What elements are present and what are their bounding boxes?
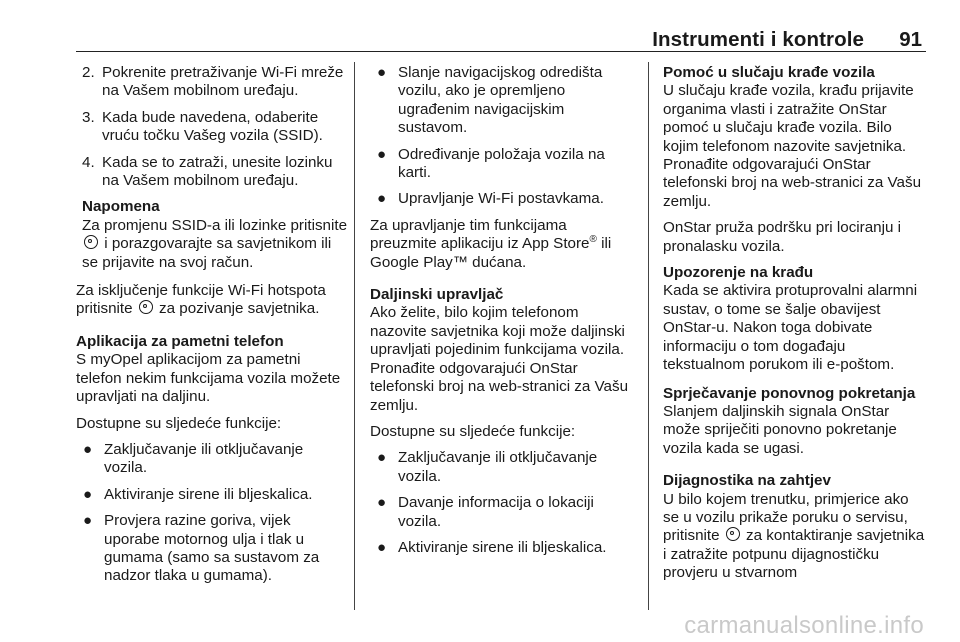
features-intro: Dostupne su sljedeće funkcije: bbox=[76, 414, 282, 432]
list-item: ● Upravljanje Wi-Fi postavkama. bbox=[377, 190, 604, 208]
list-item: ● Aktiviranje sirene ili bljeskalica. bbox=[377, 538, 607, 556]
note-block bbox=[76, 198, 348, 272]
column-divider-1 bbox=[354, 62, 355, 610]
hotspot-off-text: Za isključenje funkcije Wi-Fi hotspota pritisnite za pozivanje savjetnika. bbox=[76, 282, 326, 318]
column-2 bbox=[370, 64, 632, 565]
remote-features-list bbox=[370, 449, 632, 557]
list-item: ● Aktiviranje sirene ili bljeskalica. bbox=[83, 485, 313, 503]
diag-heading: Dijagnostika na zahtjev bbox=[663, 472, 831, 490]
restart-text: Slanjem daljinskih signala OnStar može spriječiti ponovno pokretanje vozila kada se ugasi. bbox=[663, 402, 897, 457]
list-item: ● Davanje informacija o lokaciji vozila. bbox=[377, 494, 594, 530]
note-text: Za promjenu SSID-a ili lozinke pritisnite i porazgovarajte sa savjetnikom ili se prijavite na svoj račun. bbox=[82, 216, 348, 271]
list-item: 3. Kada bude navedena, odaberite vruću točku Vašeg vozila (SSID). bbox=[82, 108, 323, 145]
onstar-button-icon bbox=[84, 235, 98, 249]
wifi-steps-list bbox=[76, 64, 348, 190]
app-features-list bbox=[76, 441, 348, 586]
theft-text: U slučaju krađe vozila, krađu prijavite organima vlasti i zatražite OnStar pomoć u slučaju krađe vozila. Bilo kojim telefonom nazovite savjetnika. Pronađite odgovarajući OnStar telefonski broj na web-stranici za Vašu zemlju. bbox=[663, 82, 922, 210]
app-text: S myOpel aplikacijom za pametni telefon nekim funkcijama vozila možete upravljati na daljinu. bbox=[76, 351, 341, 406]
locate-text: OnStar pruža podršku pri lociranju i pronalasku vozila. bbox=[663, 219, 902, 255]
remote-heading: Daljinski upravljač bbox=[370, 286, 504, 304]
remote-text: Ako želite, bilo kojim telefonom nazovite savjetnika koji može daljinski upravljati pojedinim funkcijama vozila. Pronađite odgovarajući OnStar telefonski broj na web-stranici za Vašu zemlju. bbox=[370, 304, 629, 414]
warning-block bbox=[663, 264, 928, 374]
app-heading: Aplikacija za pametni telefon bbox=[76, 332, 284, 350]
features-intro: Dostupne su sljedeće funkcije: bbox=[370, 422, 576, 440]
manage-text: Za upravljanje tim funkcijama preuzmite aplikaciju iz App Store® ili Google Play™ dućana. bbox=[370, 216, 612, 271]
list-item: ● Zaključavanje ili otključavanje vozila. bbox=[83, 440, 304, 477]
list-item: ● Provjera razine goriva, vijek uporabe motornog ulja i tlak u gumama (samo sa sustavom za nadzor tlaka u gumama). bbox=[83, 512, 320, 585]
page-title: Instrumenti i kontrole bbox=[652, 28, 864, 51]
diag-text: U bilo kojem trenutku, primjerice ako se u vozilu prikaže poruku o servisu, pritisnite za kontaktiranje savjetnika i zatražite potpunu dijagnostičku provjeru u stvarnom bbox=[663, 490, 925, 582]
list-item: 2. Pokrenite pretraživanje Wi-Fi mreže na Vašem mobilnom uređaju. bbox=[82, 64, 344, 100]
theft-heading: Pomoć u slučaju krađe vozila bbox=[663, 64, 875, 81]
warning-text: Kada se aktivira protuprovalni alarmni sustav, o tome se šalje obavijest OnStar-u. Nakon toga dobivate informaciju o tom događaju tekstualnom porukom ili e-poštom. bbox=[663, 282, 918, 374]
page-header bbox=[76, 28, 926, 52]
list-item: 4. Kada se to zatraži, unesite lozinku na Vašem mobilnom uređaju. bbox=[82, 153, 333, 190]
column-1 bbox=[76, 64, 348, 594]
column-divider-2 bbox=[648, 62, 649, 610]
list-item: ● Slanje navigacijskog odredišta vozilu, ako je opremljeno ugrađenim navigacijskim sustavom. bbox=[377, 64, 603, 137]
column-3 bbox=[663, 64, 928, 591]
app-features-list-cont bbox=[370, 64, 632, 209]
page-number: 91 bbox=[899, 28, 922, 51]
onstar-button-icon bbox=[139, 300, 153, 314]
onstar-button-icon bbox=[726, 527, 740, 541]
list-item: ● Određivanje položaja vozila na karti. bbox=[377, 145, 605, 182]
restart-block bbox=[663, 385, 928, 459]
watermark: carmanualsonline.info bbox=[684, 612, 924, 639]
restart-heading: Sprječavanje ponovnog pokretanja bbox=[663, 384, 916, 402]
list-item: ● Zaključavanje ili otključavanje vozila. bbox=[377, 449, 598, 485]
note-heading: Napomena bbox=[82, 198, 160, 216]
warning-heading: Upozorenje na krađu bbox=[663, 264, 814, 282]
header-rule bbox=[76, 51, 926, 52]
